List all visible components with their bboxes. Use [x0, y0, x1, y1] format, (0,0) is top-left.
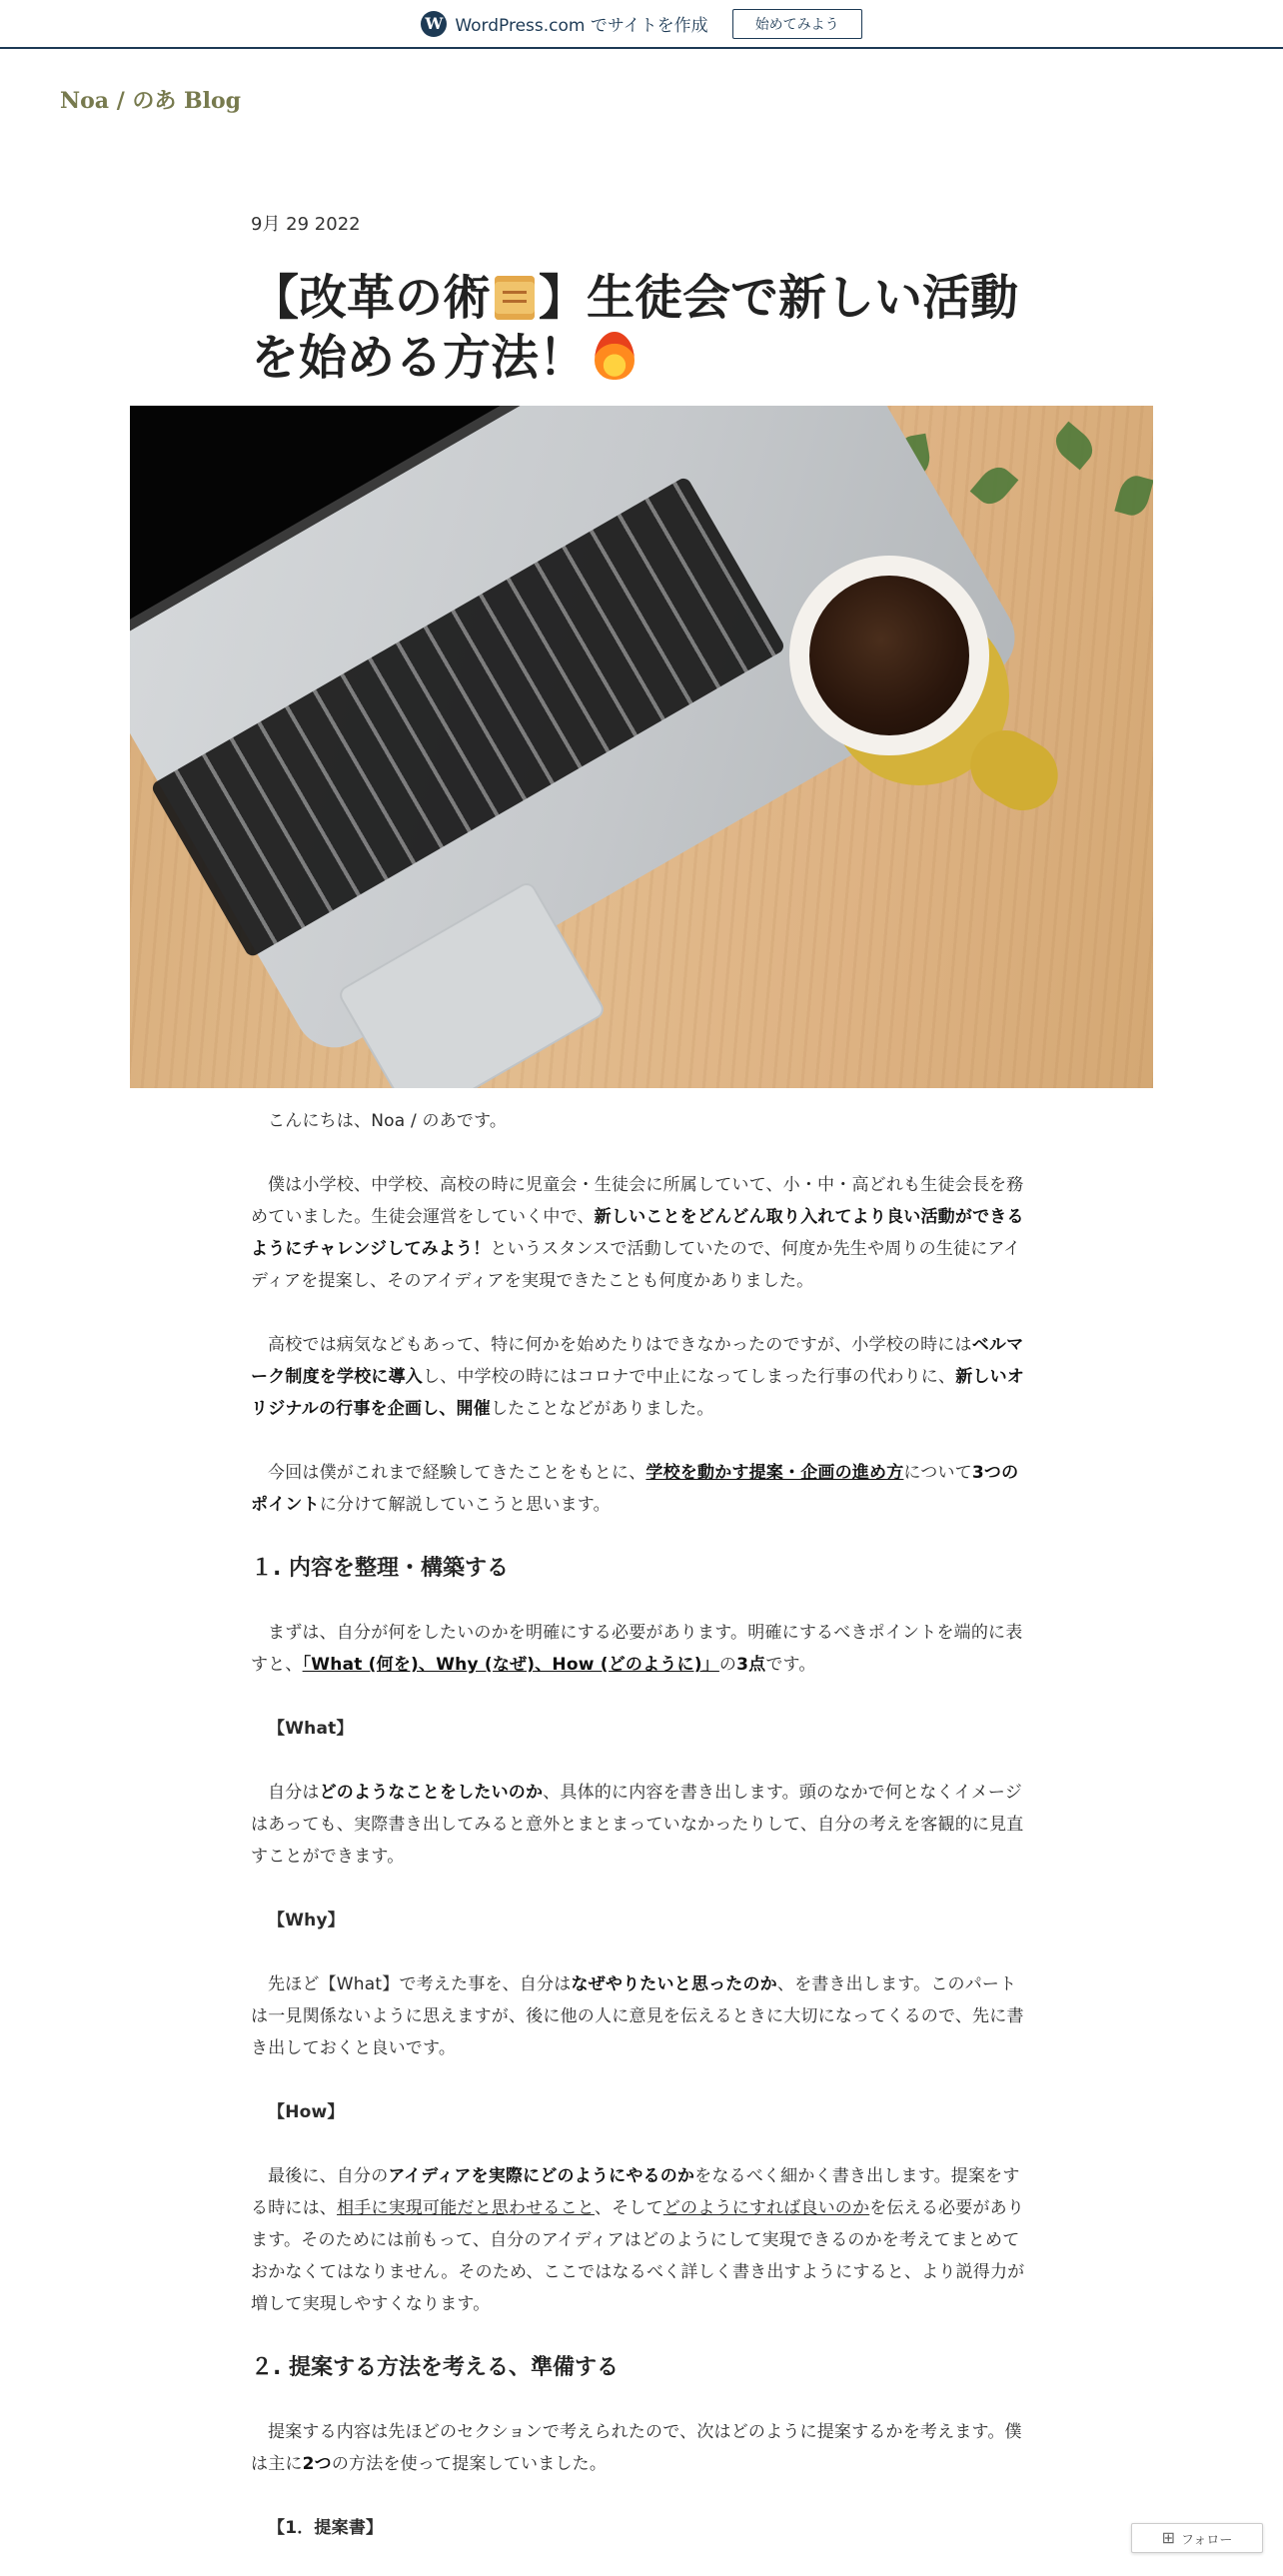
text: です。 — [765, 1655, 816, 1675]
text: の — [718, 1655, 737, 1675]
text: の方法を使って提案していました。 — [331, 2454, 608, 2474]
text: 、そして — [595, 2198, 663, 2218]
text: こんにちは、Noa / のあです。 — [268, 1111, 508, 1131]
text: 、を書き出します。このパートは一見関係ないように思えますが、後に他の人に意見を伝えるときに大切になってくるので、先に書き出しておくと良いです。 — [251, 1974, 1024, 2058]
paragraph-why — [251, 1968, 1025, 2064]
wordpress-create-site-text[interactable]: WordPress.com でサイトを作成 — [455, 16, 708, 36]
post-title-part1: 【改革の術 — [251, 270, 492, 326]
text: 先ほど【What】で考えた事を、自分は — [268, 1974, 572, 1994]
text: 最後に、自分の — [268, 2166, 389, 2186]
follow-label: フォロー — [1181, 2531, 1233, 2547]
text: し、中学校の時にはコロナで中止になってしまった行事の代わりに、 — [423, 1367, 956, 1387]
subheading-how: 【How】 — [268, 2102, 345, 2122]
follow-icon: ⊞ — [1161, 2530, 1176, 2547]
subheading-why: 【Why】 — [268, 1911, 345, 1931]
article-body — [251, 1105, 1025, 2576]
text: に分けて解説していこうと思います。 — [319, 1495, 611, 1515]
bold-text: ベルマーク制度を学校に導入 — [251, 1335, 1024, 1387]
follow-button[interactable] — [1131, 2523, 1263, 2553]
post-title-part2: 】生徒会で新しい活動を始める方法！ — [251, 270, 1019, 386]
text: について — [903, 1463, 972, 1483]
text: 提案する内容は先ほどのセクションで考えられたので、次はどのように提案するかを考えます。僕は主に — [251, 2422, 1022, 2474]
site-title[interactable]: Noa / のあ Blog — [60, 88, 242, 114]
bold-underline-text: 「What (何を)、Why (なぜ)、How (どのように)」 — [302, 1655, 719, 1675]
paragraph-overview — [251, 1457, 1025, 1521]
bold-text: アイディアを実際にどのようにやるのか — [388, 2166, 695, 2186]
paragraph-intro — [251, 1169, 1025, 1297]
paragraph-experience — [251, 1329, 1025, 1425]
text: というスタンスで活動していたので、何度か先生や周りの生徒にアイディアを提案し、そのアイディアを実現できたことも何度かありました。 — [251, 1239, 1021, 1291]
featured-image — [130, 406, 1153, 1088]
bold-text: どのようなことをしたいのか — [319, 1783, 544, 1803]
scroll-emoji-icon — [495, 276, 535, 320]
subheading-proposal-doc: 【1．提案書】 — [268, 2518, 384, 2538]
text: 高校では病気などもあって、特に何かを始めたりはできなかったのですが、小学校の時には — [268, 1335, 972, 1355]
post-title — [251, 268, 1050, 388]
subheading-what: 【What】 — [268, 1719, 354, 1739]
paragraph-proposal — [251, 2416, 1025, 2480]
text: をなるべく細かく書き出します。提案をする時には、 — [251, 2166, 1020, 2218]
text: 僕は小学校、中学校、高校の時に児童会・生徒会に所属していて、小・中・高どれも生徒会長を務めていました。生徒会運営をしていく中で、 — [251, 1175, 1024, 1227]
paragraph-how — [251, 2160, 1025, 2320]
bold-text: 3点 — [736, 1655, 766, 1675]
paragraph-what — [251, 1777, 1025, 1873]
section-heading-1: １. 内容を整理・構築する — [251, 1556, 510, 1581]
wordpress-bar — [0, 0, 1283, 49]
bold-text: 新しいことをどんどん取り入れてより良い活動ができるようにチャレンジしてみよう！ — [251, 1207, 1024, 1259]
text: を伝える必要があります。そのためには前もって、自分のアイディアはどのようにして実現できるのかを考えてまとめておかなくてはなりません。そのため、ここではなるべく詳しく書き出すようにすると、より説得力が増して実現しやすくなります。 — [251, 2198, 1025, 2314]
bold-underline-text: 学校を動かす提案・企画の進め方 — [645, 1463, 904, 1483]
wordpress-logo-icon[interactable]: W — [421, 11, 447, 37]
underline-text: どのようにすれば良いのか — [662, 2198, 870, 2218]
text: まずは、自分が何をしたいのかを明確にする必要があります。明確にするべきポイントを端的に表すと、 — [251, 1623, 1023, 1675]
text: 自分は — [268, 1783, 320, 1803]
bold-text: 2つ — [302, 2454, 332, 2474]
paragraph-clarify — [251, 1617, 1025, 1681]
underline-text: 相手に実現可能だと思わせること — [337, 2198, 595, 2218]
text: 、具体的に内容を書き出します。頭のなかで何となくイメージはあっても、実際書き出してみると意外とまとまっていなかったりして、自分の考えを客観的に見直すことができます。 — [251, 1783, 1024, 1867]
text: したことなどがありました。 — [490, 1399, 714, 1419]
paragraph-greeting — [251, 1105, 1025, 1137]
section-heading-2: ２. 提案する方法を考える、準備する — [251, 2355, 620, 2380]
fire-emoji-icon — [595, 332, 635, 380]
bold-text: なぜやりたいと思ったのか — [571, 1974, 777, 1994]
post-date[interactable]: 9月 29 2022 — [251, 214, 361, 235]
bold-text: 新しいオリジナルの行事を企画し、開催 — [251, 1367, 1025, 1419]
bold-text: 3つのポイント — [251, 1463, 1019, 1515]
text: 今回は僕がこれまで経験してきたことをもとに、 — [268, 1463, 646, 1483]
get-started-button[interactable]: 始めてみよう — [732, 9, 862, 39]
